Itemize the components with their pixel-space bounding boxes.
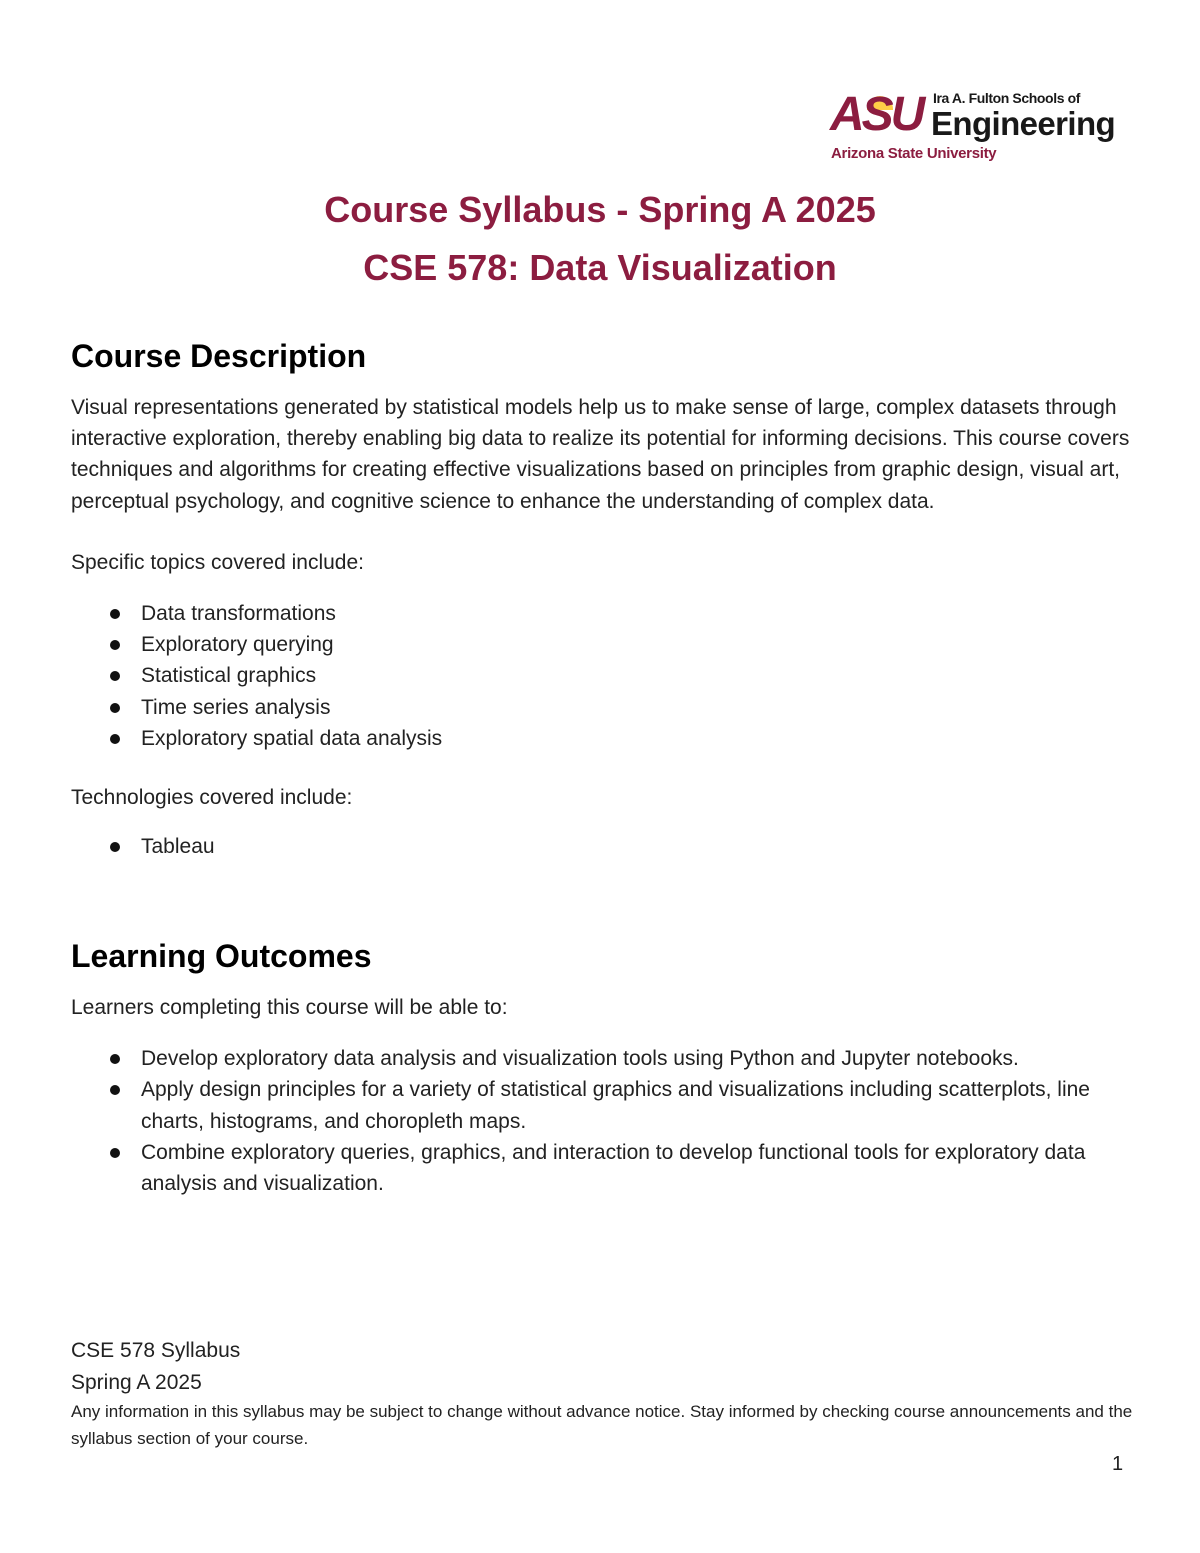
bullet-icon [110,734,120,744]
asu-engineering-logo [830,88,1120,168]
page-footer [71,1335,1141,1452]
learning-outcomes-intro: Learners completing this course will be able to: [71,996,508,1019]
course-description-section [71,336,1141,862]
bullet-icon [110,1054,120,1064]
list-item: Statistical graphics [71,660,1141,691]
bullet-icon [110,842,120,852]
course-subtitle: CSE 578: Data Visualization [363,247,837,288]
list-item: Apply design principles for a variety of statistical graphics and visualizations including scatterplots, line charts, histograms, and choropleth maps. [71,1074,1141,1136]
logo-engineering-text: Engineering [931,105,1116,142]
learning-outcomes-heading: Learning Outcomes [71,938,372,974]
logo-schools-text: Ira A. Fulton Schools of [933,90,1080,106]
list-item: Combine exploratory queries, graphics, and interaction to develop functional tools for exploratory data analysis and visualization. [71,1137,1141,1199]
page-number: 1 [1112,1453,1124,1475]
list-item: Data transformations [71,598,1141,629]
bullet-icon [110,1148,120,1158]
bullet-icon [110,703,120,713]
asu-logo-text: ASU [830,88,923,141]
list-item: Tableau [71,831,1141,862]
bullet-icon [110,609,120,619]
list-item: Exploratory querying [71,629,1141,660]
topics-intro: Specific topics covered include: [71,550,364,574]
list-item: Time series analysis [71,692,1141,723]
footer-disclaimer: Any information in this syllabus may be subject to change without advance notice. Stay informed by checking course announcements and the syllabus section of your course. [71,1402,1133,1448]
technologies-intro: Technologies covered include: [71,786,353,810]
learning-outcomes-section [71,936,1141,1199]
footer-term: Spring A 2025 [71,1370,202,1394]
course-description-heading: Course Description [71,338,367,374]
footer-course: CSE 578 Syllabus [71,1339,241,1362]
bullet-icon [110,640,120,650]
outcomes-list [71,1043,1141,1199]
bullet-icon [110,1085,120,1095]
course-description-paragraph: Visual representations generated by statistical models help us to make sense of large, complex datasets through interactive exploration, thereby enabling big data to realize its potential for informing decisions. This course covers techniques and algorithms for creating effective visualizations based on principles from graphic design, visual art, perceptual psychology, and cognitive science to enhance the understanding of complex data. [71,396,1130,513]
technologies-list [71,831,1141,862]
document-title: Course Syllabus - Spring A 2025 [324,189,876,230]
topics-list [71,598,1141,754]
logo-university-text: Arizona State University [831,145,997,162]
bullet-icon [110,671,120,681]
list-item: Develop exploratory data analysis and visualization tools using Python and Jupyter notebooks. [71,1043,1141,1074]
list-item: Exploratory spatial data analysis [71,723,1141,754]
